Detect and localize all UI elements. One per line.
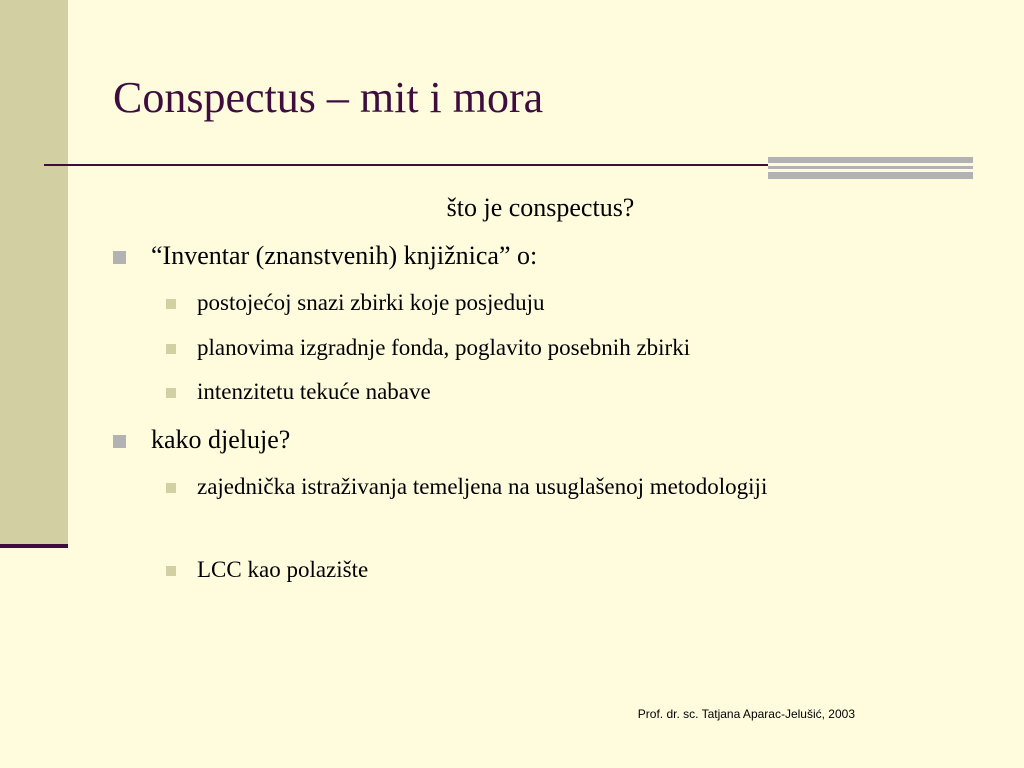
- sub-bullet-text: LCC kao polazište: [197, 557, 369, 582]
- slide-subheading: što je conspectus?: [446, 193, 635, 222]
- square-bullet-icon: [113, 435, 126, 448]
- accent-stripe: [768, 169, 973, 172]
- sub-bullet-text: planovima izgradnje fonda, poglavito posebnih zbirki: [197, 335, 691, 360]
- bullet-text: “Inventar (znanstvenih) knjižnica” o:: [151, 241, 538, 270]
- left-decorative-band: [0, 0, 68, 544]
- left-band-rule: [0, 544, 68, 548]
- sub-bullet-text: postojećoj snazi zbirki koje posjeduju: [197, 290, 545, 315]
- sub-bullet-text: zajednička istraživanja temeljena na usuglašenoj metodologiji: [197, 474, 768, 499]
- title-divider-accent: [768, 157, 973, 179]
- bullet-text: kako djeluje?: [151, 425, 291, 454]
- square-bullet-icon: [113, 251, 126, 264]
- square-bullet-icon: [166, 566, 176, 576]
- square-bullet-icon: [166, 483, 176, 493]
- slide-footer: Prof. dr. sc. Tatjana Aparac-Jelušić, 2003: [637, 707, 855, 721]
- slide-title: Conspectus – mit i mora: [113, 73, 544, 122]
- sub-bullet-text: intenzitetu tekuće nabave: [197, 379, 431, 404]
- square-bullet-icon: [166, 344, 176, 354]
- square-bullet-icon: [166, 299, 176, 309]
- accent-stripe: [768, 163, 973, 166]
- square-bullet-icon: [166, 388, 176, 398]
